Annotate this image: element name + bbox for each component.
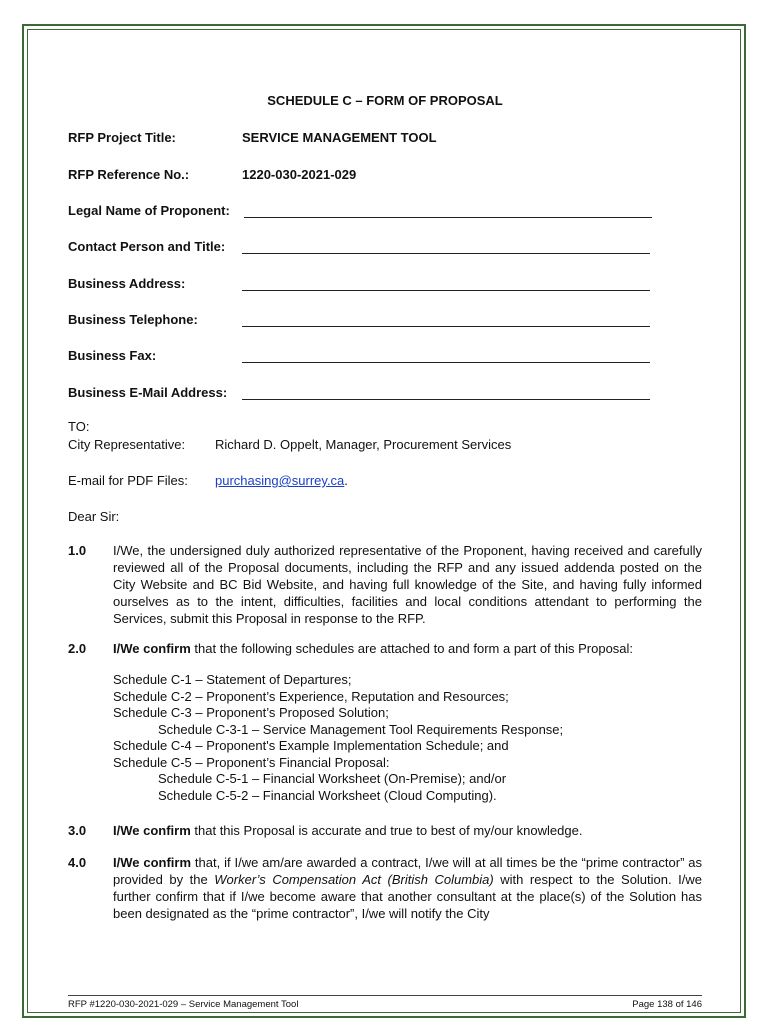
paragraph-rest: that the following schedules are attached to and form a part of this Proposal: xyxy=(190,641,634,656)
field-label: Legal Name of Proponent: xyxy=(68,203,230,218)
page-footer xyxy=(68,995,702,1010)
field-business-telephone xyxy=(68,312,702,330)
paragraph-bold-lead: I/We confirm xyxy=(113,823,191,838)
email-label: E-mail for PDF Files: xyxy=(68,473,188,488)
paragraph-rest-a: that, if I/we am/are awarded a contract, I/we will at all times be the “prime contractor” as provided by the xyxy=(113,855,702,887)
city-representative-value: Richard D. Oppelt, Manager, Procurement Services xyxy=(215,437,512,452)
field-reference-no xyxy=(68,167,702,185)
blank-line[interactable] xyxy=(242,253,650,254)
field-project-title xyxy=(68,130,702,148)
to-label: TO: xyxy=(68,419,90,434)
field-value: 1220-030-2021-029 xyxy=(242,167,357,182)
paragraph-number: 3.0 xyxy=(68,823,87,838)
paragraph-text: I/We, the undersigned duly authorized representative of the Proponent, having received and carefully reviewed all of the Proposal documents, including the RFP and any issued addenda posted on the City Website and BC Bid Website, and having full knowledge of the Site, and having fully informed ourselves as to the intent, difficulties, facilities and local conditions attendant to performing the Services, submit this Proposal in response to the RFP. xyxy=(113,543,702,626)
city-representative-row xyxy=(68,437,512,452)
blank-line[interactable] xyxy=(242,326,650,327)
field-label: Business Address: xyxy=(68,276,186,291)
field-label: Business Telephone: xyxy=(68,312,198,327)
field-value: SERVICE MANAGEMENT TOOL xyxy=(242,130,437,145)
paragraph-text xyxy=(113,854,702,922)
paragraph-bold-lead: I/We confirm xyxy=(113,855,192,870)
paragraph-bold-lead: I/We confirm xyxy=(113,641,191,656)
blank-line[interactable] xyxy=(242,399,650,400)
schedule-list xyxy=(113,672,563,804)
schedule-subitem: Schedule C-5-2 – Financial Worksheet (Cloud Computing). xyxy=(158,787,497,803)
schedule-item: Schedule C-5 – Proponent’s Financial Proposal: xyxy=(113,754,390,770)
field-legal-name xyxy=(68,203,702,221)
paragraph-rest-b: with respect to the Solution. I/we further confirm that if I/we become aware that another consultant at the place(s) of the Solution has been designated as the “prime contractor”, I/we will notify the City xyxy=(113,872,702,921)
field-contact-person xyxy=(68,239,702,257)
city-representative-label: City Representative: xyxy=(68,437,186,452)
schedule-item: Schedule C-3 – Proponent’s Proposed Solution; xyxy=(113,705,389,720)
field-business-email xyxy=(68,385,702,403)
paragraph-number: 2.0 xyxy=(68,641,87,656)
schedule-item: Schedule C-1 – Statement of Departures; xyxy=(113,672,352,687)
paragraph-number: 1.0 xyxy=(68,543,87,558)
field-business-address xyxy=(68,276,702,294)
paragraph-rest: that this Proposal is accurate and true to best of my/our knowledge. xyxy=(190,823,583,838)
email-row xyxy=(68,473,348,488)
email-suffix: . xyxy=(344,473,348,488)
salutation: Dear Sir: xyxy=(68,509,120,524)
field-label: Business E-Mail Address: xyxy=(68,385,228,400)
field-label: Business Fax: xyxy=(68,348,157,363)
field-label: RFP Reference No.: xyxy=(68,167,190,182)
paragraph-text xyxy=(113,822,702,839)
blank-line[interactable] xyxy=(242,362,650,363)
schedule-item: Schedule C-4 – Proponent's Example Implementation Schedule; and xyxy=(113,738,509,753)
field-label: RFP Project Title: xyxy=(68,130,176,145)
blank-line[interactable] xyxy=(242,290,650,291)
email-link[interactable]: purchasing@surrey.ca xyxy=(215,473,345,488)
paragraph-number: 4.0 xyxy=(68,855,87,870)
email-value xyxy=(215,473,348,488)
page-title: SCHEDULE C – FORM OF PROPOSAL xyxy=(267,93,503,108)
field-business-fax xyxy=(68,348,702,366)
schedule-subitem: Schedule C-5-1 – Financial Worksheet (On-Premise); and/or xyxy=(158,771,507,786)
blank-line[interactable] xyxy=(244,217,652,218)
paragraph-text xyxy=(113,640,702,657)
footer-reference: RFP #1220-030-2021-029 – Service Management Tool xyxy=(68,999,299,1010)
act-name-italic: Worker’s Compensation Act (British Columbia) xyxy=(214,872,494,887)
field-label: Contact Person and Title: xyxy=(68,239,226,254)
schedule-item: Schedule C-2 – Proponent’s Experience, Reputation and Resources; xyxy=(113,688,509,704)
schedule-subitem: Schedule C-3-1 – Service Management Tool Requirements Response; xyxy=(158,721,564,737)
footer-page-number: Page 138 of 146 xyxy=(632,999,702,1010)
